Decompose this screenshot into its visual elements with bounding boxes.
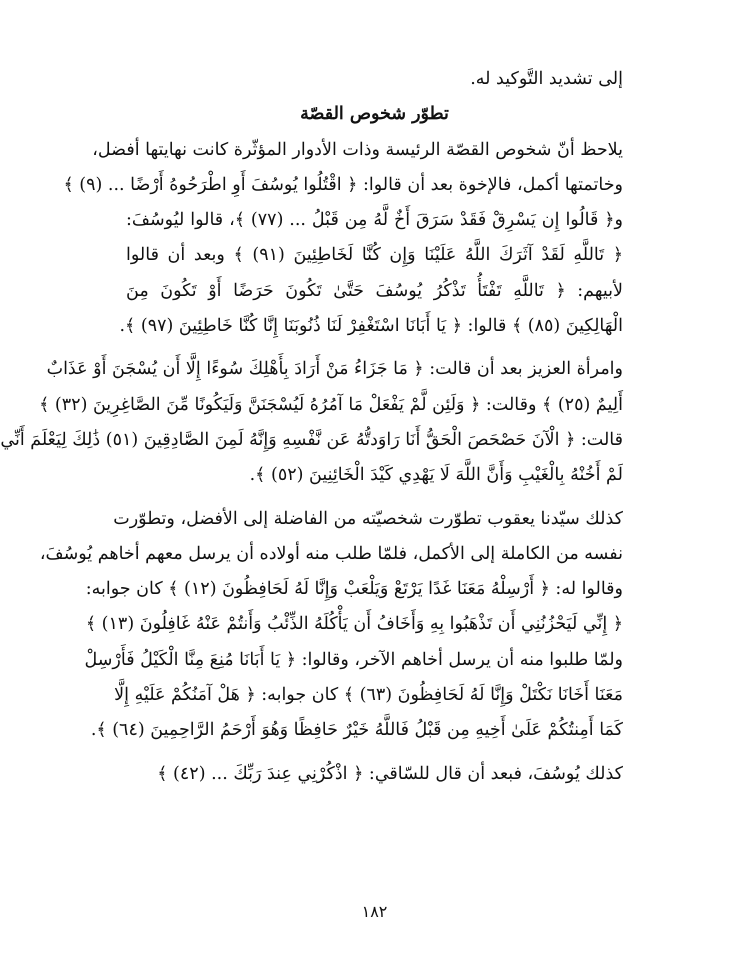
text-line: لأبيهم: ﴿ تَاللَّهِ تَفْتَأُ تَذْكُرُ يُوسُفَ حَتَّىٰ تَكُونَ حَرَضًا أَوْ تَكُونَ مِنَ	[126, 280, 623, 301]
text-line: ولمّا طلبوا منه أن يرسل أخاهم الآخر، وقالوا: ﴿ يَا أَبَانَا مُنِعَ مِنَّا الْكَيْلُ فَأَرْسِلْ	[84, 649, 623, 670]
text-line: الْهَالِكِينَ (٨٥) ﴾ قالوا: ﴿ يَا أَبَانَا اسْتَغْفِرْ لَنَا ذُنُوبَنَا إِنَّا كُنَّا خَاطِئِينَ (٩٧) ﴾.	[119, 316, 623, 337]
page-body-text	[0, 62, 623, 792]
text-line: أَلِيمٌ (٢٥) ﴾ وقالت: ﴿ وَلَئِن لَّمْ يَفْعَلْ مَا آمُرُهُ لَيُسْجَنَنَّ وَلَيَكُونًا مِّنَ الصَّاغِرِينَ (٣٢) ﴾	[39, 394, 623, 415]
section-heading: تطوّر شخوص القصّة	[300, 104, 449, 125]
text-line: إلى تشديد التَّوكيد له.	[470, 69, 623, 89]
paragraph-gap	[126, 344, 623, 352]
text-line: نفسه من الكاملة إلى الأكمل، فلمّا طلب منه أولاده أن يرسل معهم أخاهم يُوسُفَ،	[39, 543, 623, 564]
text-line: قالت: ﴿ الْآنَ حَصْحَصَ الْحَقُّ أَنَا رَاوَدتُّهُ عَن نَّفْسِهِ وَإِنَّهُ لَمِنَ الصَّادِقِينَ (٥١) ذَٰلِكَ لِيَعْلَمَ أَنِّي	[0, 429, 623, 450]
text-line: وقالوا له: ﴿ أَرْسِلْهُ مَعَنَا غَدًا يَرْتَعْ وَيَلْعَبْ وَإِنَّا لَهُ لَحَافِظُونَ (١٢) ﴾ كان جوابه:	[85, 579, 623, 600]
text-line: ﴿ إِنِّي لَيَحْزُنُنِي أَن تَذْهَبُوا بِهِ وَأَخَافُ أَن يَأْكُلَهُ الذِّئْبُ وَأَنتُمْ عَنْهُ غَافِلُونَ (١٣) ﴾	[85, 614, 623, 635]
text-line: ﴿ تَاللَّهِ لَقَدْ آثَرَكَ اللَّهُ عَلَيْنَا وَإِن كُنَّا لَخَاطِئِينَ (٩١) ﴾ وبعد أن قالوا	[126, 245, 623, 266]
text-line: كذلك سيّدنا يعقوب تطوّرت شخصيّته من الفاضلة إلى الأفضل، وتطوّرت	[113, 508, 623, 529]
text-line: و﴿ قَالُوا إِن يَسْرِقْ فَقَدْ سَرَقَ أَخٌ لَّهُ مِن قَبْلُ ... (٧٧) ﴾، قالوا ليُوسُفَ:	[126, 210, 623, 231]
page-number: ١٨٢	[361, 902, 388, 921]
text-line: كَمَا أَمِنتُكُمْ عَلَىٰ أَخِيهِ مِن قَبْلُ فَاللَّهُ خَيْرٌ حَافِظًا وَهُوَ أَرْحَمُ الرَّاحِمِينَ (٦٤) ﴾.	[90, 720, 623, 741]
text-line: يلاحظ أنّ شخوص القصّة الرئيسة وذات الأدوار المؤثّرة كانت نهايتها أفضل،	[92, 139, 623, 160]
text-line: لَمْ أَخُنْهُ بِالْغَيْبِ وَأَنَّ اللَّهَ لَا يَهْدِي كَيْدَ الْخَائِنِينَ (٥٢) ﴾.	[249, 465, 623, 486]
text-line: وامرأة العزيز بعد أن قالت: ﴿ مَا جَزَاءُ مَنْ أَرَادَ بِأَهْلِكَ سُوءًا إِلَّا أَن يُسْجَنَ أَوْ عَذَابٌ	[46, 359, 623, 380]
text-line: كذلك يُوسُفَ، فبعد أن قال للسّاقي: ﴿ اذْكُرْنِي عِندَ رَبِّكَ ... (٤٢) ﴾	[157, 763, 623, 784]
paragraph-gap	[126, 494, 623, 502]
text-line: وخاتمتها أكمل، فالإخوة بعد أن قالوا: ﴿ اقْتُلُوا يُوسُفَ أَوِ اطْرَحُوهُ أَرْضًا ... (٩) ﴾	[63, 174, 623, 195]
paragraph-gap	[126, 749, 623, 757]
text-line: مَعَنَا أَخَانَا نَكْتَلْ وَإِنَّا لَهُ لَحَافِظُونَ (٦٣) ﴾ كان جوابه: ﴿ هَلْ آمَنُكُمْ عَلَيْهِ إِلَّا	[114, 685, 623, 706]
